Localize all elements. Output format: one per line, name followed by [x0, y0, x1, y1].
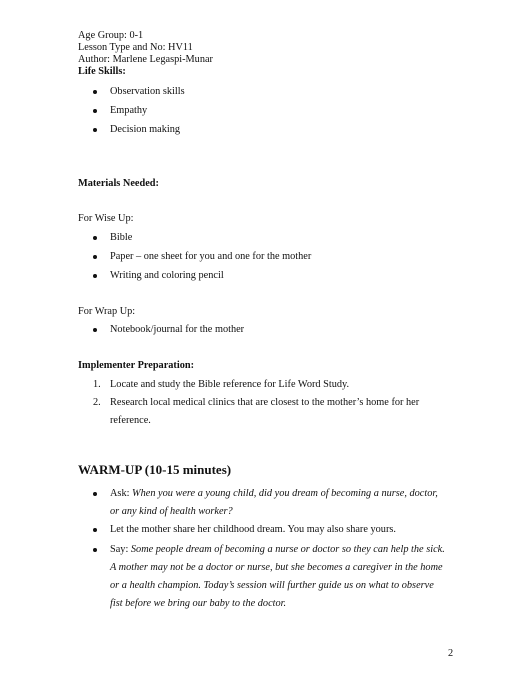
life-skill-item: Observation skills — [110, 86, 185, 97]
bullet-icon — [93, 328, 97, 332]
warmup-heading: WARM-UP (10-15 minutes) — [78, 462, 232, 477]
life-skill-item: Empathy — [110, 105, 148, 116]
list-number: 1. — [93, 379, 101, 390]
preparation-label: Implementer Preparation: — [78, 360, 195, 371]
bullet-icon — [93, 548, 97, 552]
wrap-up-label: For Wrap Up: — [78, 306, 136, 317]
materials-label: Materials Needed: — [78, 178, 159, 189]
bullet-icon — [93, 492, 97, 496]
bullet-icon — [93, 528, 97, 532]
age-group: Age Group: 0-1 — [78, 30, 144, 41]
author: Author: Marlene Legaspi-Munar — [78, 54, 213, 65]
lesson-type: Lesson Type and No: HV11 — [78, 42, 193, 53]
ask-line — [110, 488, 438, 500]
bullet-icon — [93, 128, 97, 132]
material-item: Notebook/journal for the mother — [110, 324, 245, 335]
ask-label: Ask: — [110, 488, 130, 499]
list-number: 2. — [93, 397, 101, 408]
ask-question-continued: or any kind of health worker? — [110, 506, 233, 517]
preparation-item: Locate and study the Bible reference for Life Word Study. — [110, 379, 350, 390]
say-text-continued: or a health champion. Today’s session will further guide us on what to observe — [110, 580, 434, 591]
page-number: 2 — [448, 648, 454, 659]
bullet-icon — [93, 109, 97, 113]
bullet-icon — [93, 90, 97, 94]
say-text: Some people dream of becoming a nurse or doctor so they can help the sick. — [130, 544, 445, 555]
material-item: Paper – one sheet for you and one for the mother — [110, 251, 312, 262]
bullet-icon — [93, 274, 97, 278]
ask-question: When you were a young child, did you dream of becoming a nurse, doctor, — [132, 488, 438, 499]
life-skills-label: Life Skills: — [78, 66, 126, 77]
material-item: Bible — [110, 232, 133, 243]
say-text-continued: A mother may not be a doctor or nurse, but she becomes a caregiver in the home — [110, 562, 443, 573]
say-label: Say: — [110, 544, 129, 555]
preparation-item-continued: reference. — [110, 415, 151, 426]
bullet-icon — [93, 236, 97, 240]
wise-up-label: For Wise Up: — [78, 213, 134, 224]
say-line — [110, 544, 445, 556]
material-item: Writing and coloring pencil — [110, 270, 224, 281]
bullet-icon — [93, 255, 97, 259]
say-text-continued: fist before we bring our baby to the doctor. — [110, 598, 287, 609]
share-line: Let the mother share her childhood dream. You may also share yours. — [110, 524, 396, 535]
life-skill-item: Decision making — [110, 124, 181, 135]
preparation-item: Research local medical clinics that are closest to the mother’s home for her — [110, 397, 420, 408]
